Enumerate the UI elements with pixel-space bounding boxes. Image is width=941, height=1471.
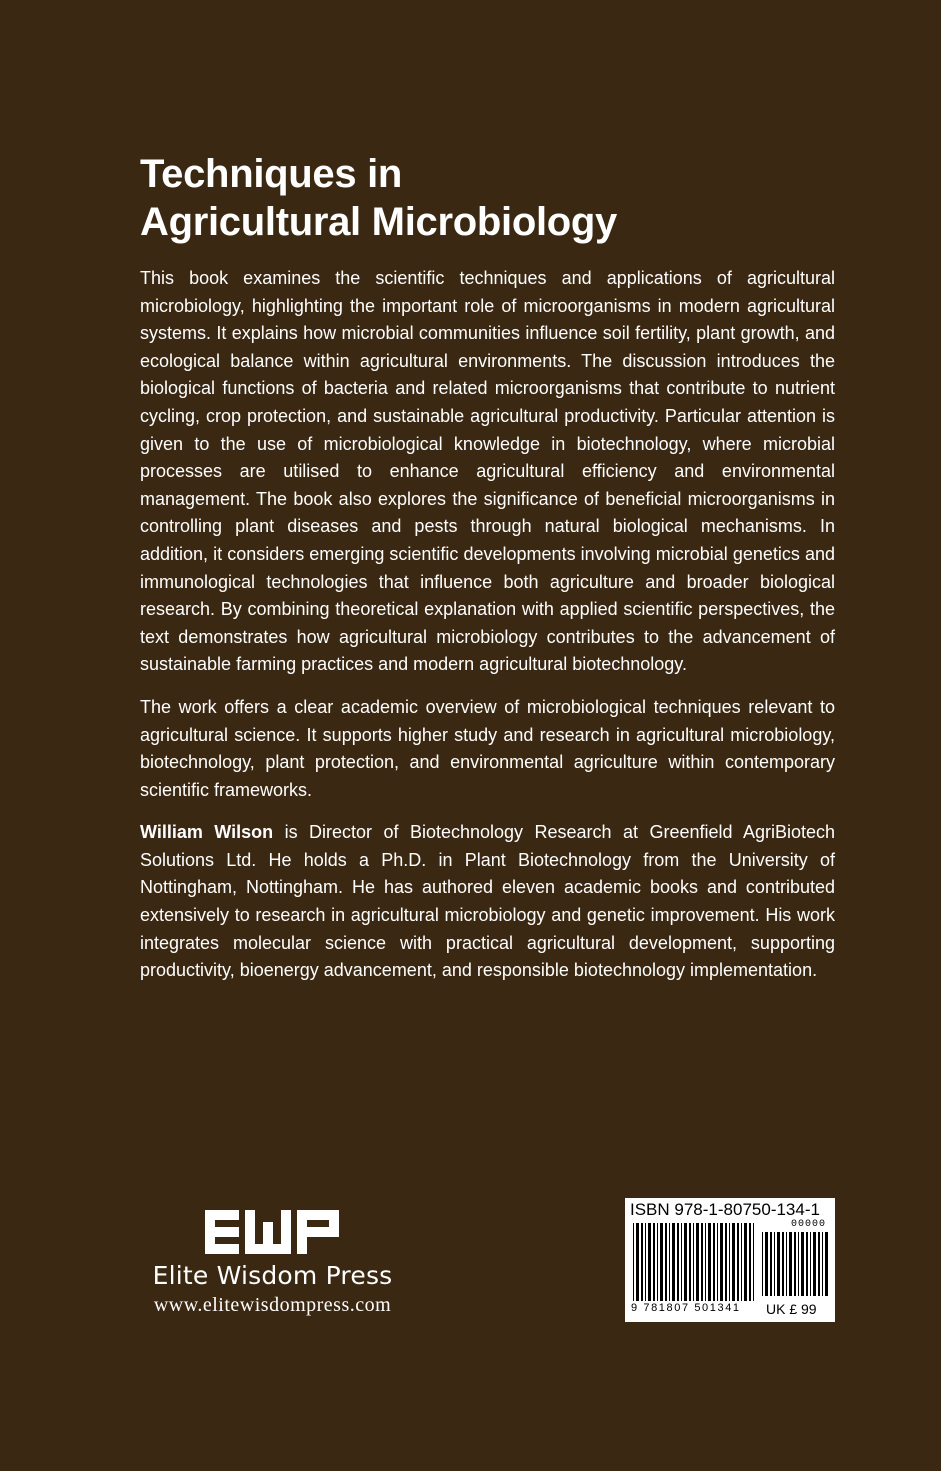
barcode-bar xyxy=(753,1223,754,1301)
author-name: William Wilson xyxy=(140,822,274,843)
barcode-bar xyxy=(705,1223,706,1301)
barcode-bar xyxy=(770,1232,772,1296)
barcode-bar xyxy=(729,1223,730,1301)
barcode-bar xyxy=(794,1232,796,1296)
barcode-bar xyxy=(777,1232,780,1296)
barcode-bar xyxy=(636,1223,639,1301)
barcode-bar xyxy=(665,1223,667,1301)
barcode-bar xyxy=(672,1223,675,1301)
barcode-bar xyxy=(677,1223,679,1301)
barcode-bar xyxy=(732,1223,735,1301)
barcode-bar xyxy=(653,1223,655,1301)
barcode-bar xyxy=(684,1223,687,1301)
barcode-bar xyxy=(648,1223,651,1301)
barcode-bar xyxy=(737,1223,739,1301)
blurb xyxy=(140,265,835,1000)
barcode-bar xyxy=(774,1232,775,1296)
barcode-bar xyxy=(725,1223,727,1301)
publisher-name: Elite Wisdom Press xyxy=(152,1261,393,1290)
barcode-bar xyxy=(681,1223,682,1301)
barcode-bar xyxy=(660,1223,663,1301)
author-bio-text: is Director of Biotechnology Research at Greenfield AgriBiotech Solutions Ltd. He holds a Ph.D. in Plant Biotechnology from the University of Nottingham, Nottingham. He has authored eleven academic books and contributed extensively to research in agricultural microbiology and genetic improvement. His work integrates molecular science with practical agricultural development, supporting productivity, bioenergy advancement, and responsible biotechnology implementation. xyxy=(140,822,835,981)
barcode-bar xyxy=(708,1223,711,1301)
isbn-barcode xyxy=(625,1198,835,1322)
barcode-bars-main xyxy=(633,1223,757,1303)
barcode-bar xyxy=(789,1232,792,1296)
barcode-bar xyxy=(801,1232,804,1296)
blurb-paragraph-2: The work offers a clear academic overview of microbiological techniques relevant to agricultural science. It supports higher study and research in agricultural microbiology, biotechnology, plant protection, and environmental agriculture within contemporary scientific frameworks. xyxy=(140,696,835,800)
barcode-bar xyxy=(633,1223,634,1301)
barcode-bar xyxy=(741,1223,742,1301)
barcode-bar xyxy=(825,1232,828,1296)
barcode-addon-code: 00000 xyxy=(791,1219,827,1230)
barcode-bar xyxy=(693,1223,694,1301)
barcode-bar xyxy=(749,1223,751,1301)
barcode-bar xyxy=(645,1223,646,1301)
barcode-bar xyxy=(786,1232,787,1296)
title-line-1: Techniques in xyxy=(140,152,403,196)
barcode-bar xyxy=(669,1223,670,1301)
barcode-bar xyxy=(696,1223,699,1301)
title-line-2: Agricultural Microbiology xyxy=(140,200,617,244)
barcode-bar xyxy=(701,1223,703,1301)
barcode-bar xyxy=(782,1232,784,1296)
price: UK £ 99 xyxy=(766,1301,817,1317)
barcode-bar xyxy=(720,1223,723,1301)
author-bio xyxy=(140,819,835,985)
barcode-digits: 9 781807 501341 xyxy=(631,1302,741,1314)
barcode-bar xyxy=(689,1223,691,1301)
barcode-bar xyxy=(810,1232,811,1296)
ewp-logo xyxy=(203,1208,343,1256)
book-title xyxy=(140,150,840,246)
barcode-bar xyxy=(744,1223,747,1301)
blurb-paragraph-1: This book examines the scientific techniques and applications of agricultural microbiology, highlighting the important role of microorganisms in modern agricultural systems. It explains how microbial communities influence soil fertility, plant growth, and ecological balance within agricultural environments. The discussion introduces the biological functions of bacteria and related microorganisms that contribute to nutrient cycling, crop protection, and sustainable agricultural productivity. Particular attention is given to the use of microbiological knowledge in biotechnology, where microbial processes are utilised to enhance agricultural efficiency and environmental management. The book also explores the significance of beneficial microorganisms in controlling plant diseases and pests through natural biological mechanisms. In addition, it considers emerging scientific developments involving microbial genetics and immunological technologies that influence both agriculture and broader biological research. By combining theoretical explanation with applied scientific perspectives, the text demonstrates how agricultural microbiology contributes to the advancement of sustainable farming practices and modern agricultural biotechnology. xyxy=(140,268,835,675)
barcode-bar xyxy=(713,1223,715,1301)
barcode-bar xyxy=(762,1232,763,1296)
publisher-block xyxy=(130,1208,415,1317)
barcode-bar xyxy=(806,1232,808,1296)
barcode-bar xyxy=(818,1232,820,1296)
barcode-bars-addon xyxy=(762,1232,828,1298)
isbn-number: ISBN 978-1-80750-134-1 xyxy=(630,1200,820,1219)
barcode-bar xyxy=(813,1232,816,1296)
barcode-bar xyxy=(822,1232,823,1296)
barcode-bar xyxy=(641,1223,643,1301)
barcode-bar xyxy=(798,1232,799,1296)
publisher-url[interactable]: www.elitewisdompress.com xyxy=(153,1294,392,1316)
barcode-bar xyxy=(717,1223,718,1301)
barcode-bar xyxy=(765,1232,768,1296)
barcode-bar xyxy=(657,1223,658,1301)
